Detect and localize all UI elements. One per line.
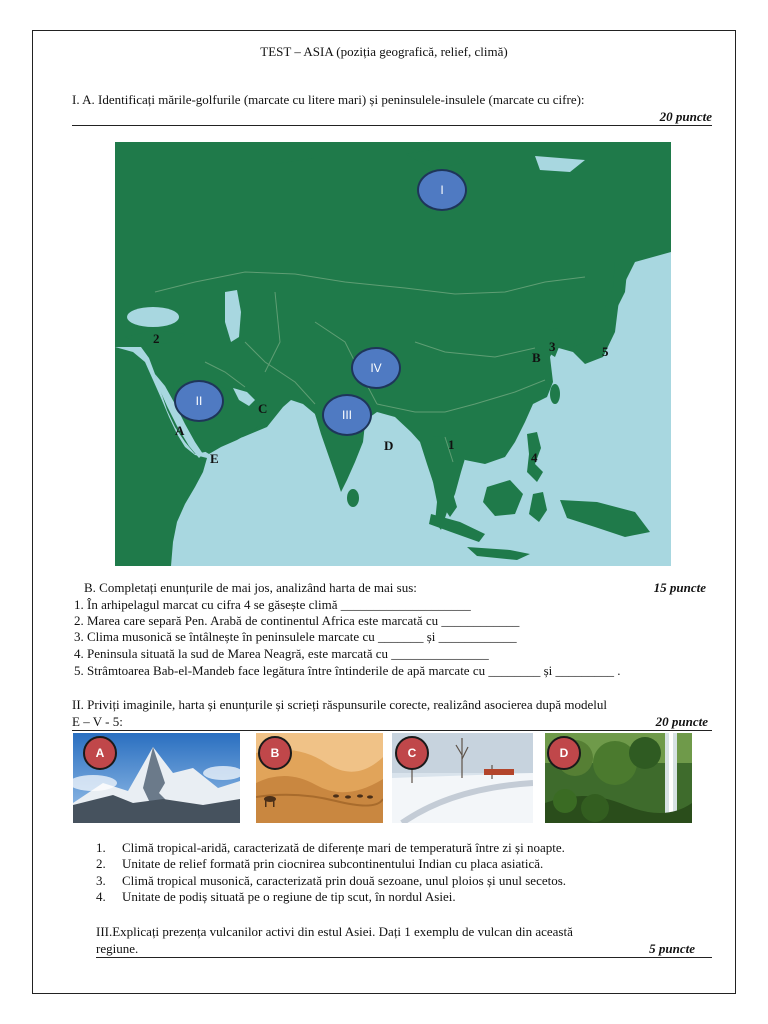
section3-points: 5 puncte	[649, 941, 695, 956]
section3-line1: III.Explicați prezența vulcanilor activi din estul Asiei. Dați 1 exemplu de vulcan din această	[96, 924, 573, 939]
section1-heading: I. A. Identificați mările-golfurile (marcate cu litere mari) și peninsulele-insulele (marcate cu cifre):	[72, 92, 585, 107]
section2-model: E – V - 5:	[72, 714, 123, 729]
map-label-2: 2	[153, 331, 160, 346]
partB-item-4: 4. Peninsula situată la sud de Marea Neagră, este marcată cu _______________	[74, 646, 489, 661]
statement-3	[96, 873, 566, 889]
map-label-E: E	[210, 451, 219, 466]
map-label-C: C	[258, 401, 268, 416]
partB-heading: B. Completați enunțurile de mai jos, analizând harta de mai sus:	[84, 580, 417, 595]
map-circle-III: III	[322, 394, 372, 436]
page-title: TEST – ASIA (poziția geografică, relief, climă)	[260, 44, 508, 59]
map-circle-II: II	[174, 380, 224, 422]
partB-item-3: 3. Clima musonică se întâlnește în peninsulele marcate cu _______ și ____________	[74, 629, 517, 644]
section1-rule	[72, 125, 712, 126]
map-label-4: 4	[531, 450, 538, 465]
partB-points: 15 puncte	[653, 580, 706, 595]
statement-4-text: Unitate de podiș situată pe o regiune de tip scut, în nordul Asiei.	[122, 889, 456, 904]
section2-rule	[72, 730, 712, 731]
photo-label-B: B	[258, 736, 292, 770]
statement-1-num: 1.	[96, 840, 106, 855]
photo-label-A: A	[83, 736, 117, 770]
map-label-5: 5	[602, 344, 609, 359]
statement-2	[96, 856, 543, 872]
statement-4	[96, 889, 456, 905]
section1-points: 20 puncte	[659, 109, 712, 124]
partB-item-5: 5. Strâmtoarea Bab-el-Mandeb face legătura între întinderile de apă marcate cu ________ și _________ .	[74, 663, 621, 678]
partB-item-2: 2. Marea care separă Pen. Arabă de continentul Africa este marcată cu ____________	[74, 613, 520, 628]
statement-4-num: 4.	[96, 889, 106, 904]
photo-label-D: D	[547, 736, 581, 770]
map-circle-IV: IV	[351, 347, 401, 389]
map-label-B: B	[532, 350, 541, 365]
statement-1	[96, 840, 565, 856]
section2-heading: II. Priviți imaginile, harta și enunțurile și scrieți răspunsurile corecte, realizând asocierea după modelul	[72, 697, 607, 712]
statement-3-num: 3.	[96, 873, 106, 888]
statement-1-text: Climă tropical-aridă, caracterizată de diferențe mari de temperatură între zi și noapte.	[122, 840, 565, 855]
statement-3-text: Climă tropical musonică, caracterizată prin două sezoane, unul ploios și unul secetos.	[122, 873, 567, 888]
map-label-A: A	[175, 423, 185, 438]
statement-2-text: Unitate de relief formată prin ciocnirea subcontinentului Indian cu placa asiatică.	[122, 856, 544, 871]
section3-line2: regiune.	[96, 941, 139, 956]
map-label-D: D	[384, 438, 394, 453]
section2-points: 20 puncte	[655, 714, 708, 729]
photo-label-C: C	[395, 736, 429, 770]
section3-rule	[96, 957, 712, 958]
asia-map	[115, 142, 671, 566]
map-label-3: 3	[549, 339, 556, 354]
statement-2-num: 2.	[96, 856, 106, 871]
map-circle-I: I	[417, 169, 467, 211]
partB-item-1: 1. În arhipelagul marcat cu cifra 4 se găsește climă ____________________	[74, 597, 471, 612]
map-label-1: 1	[448, 437, 455, 452]
